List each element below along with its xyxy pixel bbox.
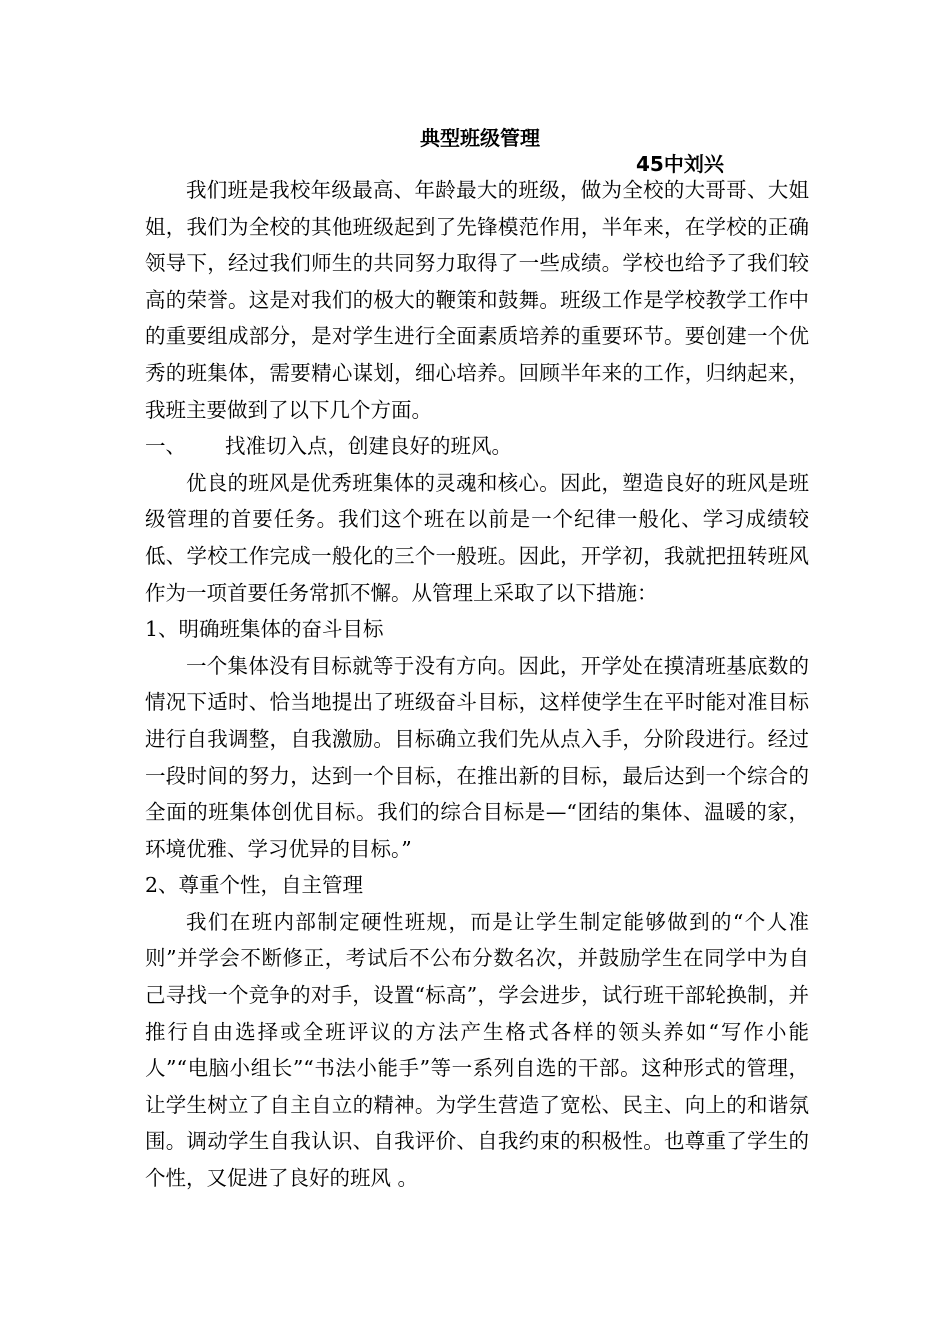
item-heading: 2、尊重个性，自主管理 [145,873,364,898]
section-paragraph: 优良的班风是优秀班集体的灵魂和核心。因此，塑造良好的班风是班级管理的首要任务。我们这个班在以前是一个纪律一般化、学习成绩较低、学校工作完成一般化的三个一般班。因此，开学初，我就把扭转班风作为一项首要任务常抓不懈。从管理上采取了以下措施： [145,470,809,605]
item-paragraph: 我们在班内部制定硬性班规，而是让学生制定能够做到的“个人准则”并学会不断修正，考试后不公布分数名次，并鼓励学生在同学中为自己寻找一个竞争的对手，设置“标高”，学会进步，试行班干部轮换制，并推行自由选择或全班评议的方法产生格式各样的领头养如“写作小能人”“电脑小组长”“书法小能手”等一系列自选的干部。这种形式的管理，让学生树立了自主自立的精神。为学生营造了宽松、民主、向上的和谐氛围。调动学生自我认识、自我评价、自我约束的积极性。也尊重了学生的个性，又促进了良好的班风 。 [145,909,809,1191]
section-heading [145,428,809,465]
section-number: 一、 [145,434,186,459]
document-body [145,172,809,1197]
document-author: 45中刘兴 [636,152,724,176]
section-title: 找准切入点，创建良好的班风。 [225,434,512,459]
intro-paragraph: 我们班是我校年级最高、年龄最大的班级，做为全校的大哥哥、大姐姐，我们为全校的其他班级起到了先锋模范作用，半年来，在学校的正确领导下，经过我们师生的共同努力取得了一些成绩。学校也给予了我们较高的荣誉。这是对我们的极大的鞭策和鼓舞。班级工作是学校教学工作中的重要组成部分，是对学生进行全面素质培养的重要环节。要创建一个优秀的班集体，需要精心谋划，细心培养。回顾半年来的工作，归纳起来，我班主要做到了以下几个方面。 [145,178,809,422]
item-heading: 1、明确班集体的奋斗目标 [145,617,384,642]
item-paragraph: 一个集体没有目标就等于没有方向。因此，开学处在摸清班基底数的情况下适时、恰当地提出了班级奋斗目标，这样使学生在平时能对准目标进行自我调整，自我激励。目标确立我们先从点入手，分阶段进行。经过一段时间的努力，达到一个目标，在推出新的目标，最后达到一个综合的全面的班集体创优目标。我们的综合目标是—“团结的集体、温暖的家，环境优雅、学习优异的目标。” [145,653,809,861]
document-title: 典型班级管理 [420,126,540,150]
